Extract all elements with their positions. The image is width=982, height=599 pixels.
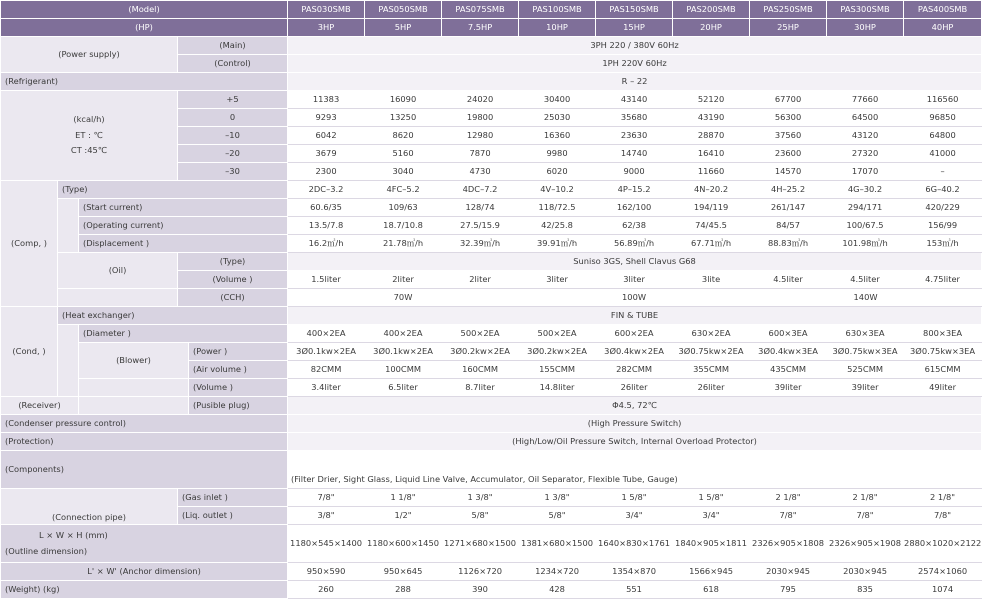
refrigerant-label: (Refrigerant)	[1, 73, 288, 91]
comp-spacer	[58, 199, 79, 253]
receiver-volume-cell: 26liter	[596, 379, 673, 397]
diameter-cell: 630×3EA	[827, 325, 904, 343]
capacity-cell: 9293	[288, 109, 365, 127]
capacity-cell: 25030	[519, 109, 596, 127]
capacity-cell: 3040	[365, 163, 442, 181]
hp-cell: 25HP	[750, 19, 827, 37]
weight-cell: 1074	[904, 581, 982, 599]
hp-cell: 7.5HP	[442, 19, 519, 37]
model-cell: PAS200SMB	[673, 1, 750, 19]
diameter-cell: 400×2EA	[288, 325, 365, 343]
diameter-label: (Diameter )	[79, 325, 288, 343]
outline-cell: 1640×830×1761	[596, 525, 673, 563]
comp-type-cell: 4DC–7.2	[442, 181, 519, 199]
liq-outlet-cell: 3/4"	[673, 507, 750, 525]
gas-inlet-cell: 1 3/8"	[442, 489, 519, 507]
comp-type-cell: 4P–15.2	[596, 181, 673, 199]
capacity-cell: 9000	[596, 163, 673, 181]
comp-type-label: (Type)	[58, 181, 288, 199]
start-current-label: (Start current)	[79, 199, 288, 217]
receiver-volume-cell: 39liter	[827, 379, 904, 397]
anchor-cell: 1566×945	[673, 563, 750, 581]
receiver-volume-cell: 14.8liter	[519, 379, 596, 397]
weight-cell: 835	[827, 581, 904, 599]
capacity-label	[1, 91, 178, 181]
capacity-cell: 28870	[673, 127, 750, 145]
weight-cell: 428	[519, 581, 596, 599]
blower-power-cell: 3Ø0.75kw×3EA	[904, 343, 982, 361]
comp-type-cell: 6G–40.2	[904, 181, 982, 199]
capacity-cell: 41000	[904, 145, 982, 163]
gas-inlet-cell: 1 1/8"	[365, 489, 442, 507]
hp-row	[1, 19, 982, 37]
capacity-cell: 43120	[827, 127, 904, 145]
displacement-cell: 67.71㎥/h	[673, 235, 750, 253]
operating-current-cell: 156/99	[904, 217, 982, 235]
capacity-cell: 43140	[596, 91, 673, 109]
liq-outlet-cell: 5/8"	[442, 507, 519, 525]
outline-cell: 1271×680×1500	[442, 525, 519, 563]
blower-power-cell: 3Ø0.75kw×2EA	[673, 343, 750, 361]
gas-inlet-cell: 1 5/8"	[596, 489, 673, 507]
model-row	[1, 1, 982, 19]
oil-volume-cell: 4.5liter	[750, 271, 827, 289]
oil-volume-cell: 3liter	[519, 271, 596, 289]
outline-lwh-label: L × W × H (mm)	[39, 529, 108, 540]
capacity-cell: 52120	[673, 91, 750, 109]
liq-outlet-cell: 7/8"	[827, 507, 904, 525]
model-cell: PAS150SMB	[596, 1, 673, 19]
receiver-volume-cell: 26liter	[673, 379, 750, 397]
gas-inlet-cell: 7/8"	[288, 489, 365, 507]
capacity-cell: 30400	[519, 91, 596, 109]
displacement-cell: 56.89㎥/h	[596, 235, 673, 253]
comp-type-cell: 2DC–3.2	[288, 181, 365, 199]
start-current-cell: 109/63	[365, 199, 442, 217]
cond-label: (Cond, )	[1, 307, 58, 397]
oil-volume-label: (Volume )	[178, 271, 288, 289]
hp-cell: 10HP	[519, 19, 596, 37]
start-current-cell: 294/171	[827, 199, 904, 217]
capacity-cell: 37560	[750, 127, 827, 145]
gas-inlet-cell: 1 5/8"	[673, 489, 750, 507]
blower-power-cell: 3Ø0.4kw×2EA	[596, 343, 673, 361]
liq-outlet-cell: 3/8"	[288, 507, 365, 525]
outline-cell: 2326×905×1908	[827, 525, 904, 563]
oil-volume-cell: 4.75liter	[904, 271, 982, 289]
oil-volume-cell: 1.5liter	[288, 271, 365, 289]
operating-current-cell: 84/57	[750, 217, 827, 235]
capacity-cell: 23600	[750, 145, 827, 163]
capacity-cell: –	[904, 163, 982, 181]
outline-cell: 1180×545×1400	[288, 525, 365, 563]
capacity-cell: 7870	[442, 145, 519, 163]
liq-outlet-label: (Liq. outlet )	[178, 507, 288, 525]
capacity-cell: 17070	[827, 163, 904, 181]
start-current-cell: 261/147	[750, 199, 827, 217]
anchor-cell: 950×590	[288, 563, 365, 581]
capacity-cell: 16090	[365, 91, 442, 109]
operating-current-cell: 100/67.5	[827, 217, 904, 235]
hp-cell: 20HP	[673, 19, 750, 37]
comp-label: (Comp, )	[1, 181, 58, 307]
capacity-cell: 116560	[904, 91, 982, 109]
capacity-cell: 4730	[442, 163, 519, 181]
operating-current-cell: 18.7/10.8	[365, 217, 442, 235]
operating-current-label: (Operating current)	[79, 217, 288, 235]
protection-label: (Protection)	[1, 433, 288, 451]
blower-power-cell: 3Ø0.4kw×3EA	[750, 343, 827, 361]
comp-type-cell: 4N–20.2	[673, 181, 750, 199]
air-volume-cell: 155CMM	[519, 361, 596, 379]
blower-label: (Blower)	[79, 343, 189, 379]
receiver-volume-cell: 6.5liter	[365, 379, 442, 397]
temp-label: +5	[178, 91, 288, 109]
capacity-cell: 35680	[596, 109, 673, 127]
liq-outlet-cell: 5/8"	[519, 507, 596, 525]
outline-cell: 1180×600×1450	[365, 525, 442, 563]
cch-cell: 100W	[519, 289, 750, 307]
gas-inlet-cell: 2 1/8"	[750, 489, 827, 507]
weight-cell: 551	[596, 581, 673, 599]
oil-label: (Oil)	[58, 253, 178, 289]
weight-cell: 618	[673, 581, 750, 599]
cond-spacer	[58, 325, 79, 397]
blower-power-cell: 3Ø0.2kw×2EA	[519, 343, 596, 361]
capacity-cell: 16360	[519, 127, 596, 145]
hp-label: (HP)	[1, 19, 288, 37]
heat-exchanger-value: FIN & TUBE	[288, 307, 982, 325]
model-cell: PAS100SMB	[519, 1, 596, 19]
anchor-cell: 2574×1060	[904, 563, 982, 581]
air-volume-cell: 435CMM	[750, 361, 827, 379]
gas-inlet-cell: 2 1/8"	[904, 489, 982, 507]
liq-outlet-cell: 1/2"	[365, 507, 442, 525]
receiver-label: (Receiver)	[1, 397, 79, 415]
air-volume-cell: 615CMM	[904, 361, 982, 379]
fusible-plug-value: Φ4.5, 72℃	[288, 397, 982, 415]
weight-cell: 795	[750, 581, 827, 599]
start-current-cell: 420/229	[904, 199, 982, 217]
capacity-cell: 11660	[673, 163, 750, 181]
model-cell: PAS050SMB	[365, 1, 442, 19]
capacity-cell: 24020	[442, 91, 519, 109]
anchor-cell: 2030×945	[750, 563, 827, 581]
start-current-cell: 194/119	[673, 199, 750, 217]
diameter-cell: 800×3EA	[904, 325, 982, 343]
connection-pipe-label: (Connection pipe)	[1, 489, 178, 525]
hp-cell: 5HP	[365, 19, 442, 37]
temp-label: –10	[178, 127, 288, 145]
capacity-cell: 67700	[750, 91, 827, 109]
receiver-volume-cell: 3.4liter	[288, 379, 365, 397]
diameter-cell: 400×2EA	[365, 325, 442, 343]
start-current-cell: 118/72.5	[519, 199, 596, 217]
anchor-cell: 1234×720	[519, 563, 596, 581]
capacity-cell: 64800	[904, 127, 982, 145]
anchor-cell: 2030×945	[827, 563, 904, 581]
start-current-cell: 162/100	[596, 199, 673, 217]
operating-current-cell: 74/45.5	[673, 217, 750, 235]
temp-label: –20	[178, 145, 288, 163]
outline-title-label: (Outline dimension)	[5, 545, 88, 556]
displacement-cell: 153㎥/h	[904, 235, 982, 253]
gas-inlet-label: (Gas inlet )	[178, 489, 288, 507]
oil-type-value: Suniso 3GS, Shell Clavus G68	[288, 253, 982, 271]
receiver-volume-cell: 39liter	[750, 379, 827, 397]
capacity-cell: 11383	[288, 91, 365, 109]
operating-current-cell: 42/25.8	[519, 217, 596, 235]
model-cell: PAS300SMB	[827, 1, 904, 19]
air-volume-cell: 160CMM	[442, 361, 519, 379]
outline-cell: 2326×905×1808	[750, 525, 827, 563]
oil-type-label: (Type)	[178, 253, 288, 271]
power-main-label: (Main)	[178, 37, 288, 55]
air-volume-cell: 100CMM	[365, 361, 442, 379]
capacity-cell: 13250	[365, 109, 442, 127]
refrigerant-value: R – 22	[288, 73, 982, 91]
capacity-cell: 5160	[365, 145, 442, 163]
outline-dimension-label	[1, 525, 288, 563]
cch-cell: 70W	[288, 289, 519, 307]
capacity-cell: 6042	[288, 127, 365, 145]
gas-inlet-cell: 1 3/8"	[519, 489, 596, 507]
outline-cell: 2880×1020×2122	[904, 525, 982, 563]
blower-power-cell: 3Ø0.1kw×2EA	[365, 343, 442, 361]
comp-type-cell: 4V–10.2	[519, 181, 596, 199]
receiver-spacer	[79, 397, 189, 415]
blower-power-label: (Power )	[189, 343, 288, 361]
capacity-cell: 27320	[827, 145, 904, 163]
capacity-et: ET : ℃	[75, 129, 103, 140]
capacity-cell: 96850	[904, 109, 982, 127]
capacity-cell: 19800	[442, 109, 519, 127]
air-volume-label: (Air volume )	[189, 361, 288, 379]
oil-volume-cell: 4.5liter	[827, 271, 904, 289]
hp-cell: 40HP	[904, 19, 982, 37]
diameter-cell: 600×2EA	[596, 325, 673, 343]
liq-outlet-cell: 7/8"	[750, 507, 827, 525]
anchor-cell: 1126×720	[442, 563, 519, 581]
components-value: (Filter Drier, Sight Glass, Liquid Line Valve, Accumulator, Oil Separator, Flexible Tube, Gauge)	[288, 451, 982, 489]
fusible-plug-label: (Pusible plug)	[189, 397, 288, 415]
air-volume-cell: 82CMM	[288, 361, 365, 379]
capacity-cell: 14740	[596, 145, 673, 163]
weight-cell: 390	[442, 581, 519, 599]
diameter-cell: 500×2EA	[519, 325, 596, 343]
cch-cell: 140W	[750, 289, 982, 307]
model-cell: PAS400SMB	[904, 1, 982, 19]
capacity-cell: 12980	[442, 127, 519, 145]
start-current-cell: 60.6/35	[288, 199, 365, 217]
temp-label: –30	[178, 163, 288, 181]
oil-volume-cell: 3liter	[596, 271, 673, 289]
power-control-label: (Control)	[178, 55, 288, 73]
gas-inlet-cell: 2 1/8"	[827, 489, 904, 507]
displacement-label: (Displacement )	[79, 235, 288, 253]
capacity-unit: (kcal/h)	[73, 113, 105, 124]
capacity-cell: 6020	[519, 163, 596, 181]
hp-cell: 3HP	[288, 19, 365, 37]
operating-current-cell: 13.5/7.8	[288, 217, 365, 235]
temp-label: 0	[178, 109, 288, 127]
oil-volume-cell: 2liter	[442, 271, 519, 289]
capacity-cell: 64500	[827, 109, 904, 127]
power-main-value: 3PH 220 / 380V 60Hz	[288, 37, 982, 55]
heat-exchanger-label: (Heat exchanger)	[58, 307, 288, 325]
capacity-cell: 14570	[750, 163, 827, 181]
cpc-label: (Condenser pressure control)	[1, 415, 288, 433]
components-label: (Components)	[1, 451, 288, 489]
capacity-cell: 2300	[288, 163, 365, 181]
operating-current-cell: 62/38	[596, 217, 673, 235]
capacity-cell: 3679	[288, 145, 365, 163]
displacement-cell: 32.39㎥/h	[442, 235, 519, 253]
displacement-cell: 21.78㎥/h	[365, 235, 442, 253]
comp-type-cell: 4FC–5.2	[365, 181, 442, 199]
diameter-cell: 500×2EA	[442, 325, 519, 343]
model-label: (Model)	[1, 1, 288, 19]
cch-spacer	[58, 289, 178, 307]
displacement-cell: 39.91㎥/h	[519, 235, 596, 253]
anchor-cell: 1354×870	[596, 563, 673, 581]
comp-type-cell: 4H–25.2	[750, 181, 827, 199]
power-control-value: 1PH 220V 60Hz	[288, 55, 982, 73]
capacity-cell: 23630	[596, 127, 673, 145]
displacement-cell: 16.2㎥/h	[288, 235, 365, 253]
outline-cell: 1381×680×1500	[519, 525, 596, 563]
liq-outlet-cell: 3/4"	[596, 507, 673, 525]
hp-cell: 15HP	[596, 19, 673, 37]
comp-type-cell: 4G–30.2	[827, 181, 904, 199]
capacity-ct: CT :45℃	[70, 145, 108, 156]
capacity-cell: 9980	[519, 145, 596, 163]
anchor-cell: 950×645	[365, 563, 442, 581]
hp-cell: 30HP	[827, 19, 904, 37]
oil-volume-cell: 3lite	[673, 271, 750, 289]
model-cell: PAS075SMB	[442, 1, 519, 19]
cpc-value: (High Pressure Switch)	[288, 415, 982, 433]
weight-cell: 260	[288, 581, 365, 599]
diameter-cell: 630×2EA	[673, 325, 750, 343]
displacement-cell: 101.98㎥/h	[827, 235, 904, 253]
receiver-volume-label: (Volume )	[189, 379, 288, 397]
oil-volume-cell: 2liter	[365, 271, 442, 289]
diameter-cell: 600×3EA	[750, 325, 827, 343]
outline-cell: 1840×905×1811	[673, 525, 750, 563]
receiver-volume-cell: 8.7liter	[442, 379, 519, 397]
receiver-volume-cell: 49liter	[904, 379, 982, 397]
protection-value: (High/Low/Oil Pressure Switch, Internal Overload Protector)	[288, 433, 982, 451]
air-volume-cell: 282CMM	[596, 361, 673, 379]
operating-current-cell: 27.5/15.9	[442, 217, 519, 235]
displacement-cell: 88.83㎥/h	[750, 235, 827, 253]
weight-label: (Weight) (kg)	[1, 581, 288, 599]
model-cell: PAS250SMB	[750, 1, 827, 19]
blower-power-cell: 3Ø0.2kw×2EA	[442, 343, 519, 361]
blower-power-cell: 3Ø0.1kw×2EA	[288, 343, 365, 361]
weight-cell: 288	[365, 581, 442, 599]
capacity-cell: 16410	[673, 145, 750, 163]
blower-power-cell: 3Ø0.75kw×3EA	[827, 343, 904, 361]
anchor-dimension-label: L' × W' (Anchor dimension)	[1, 563, 288, 581]
capacity-cell: 43190	[673, 109, 750, 127]
air-volume-cell: 355CMM	[673, 361, 750, 379]
start-current-cell: 128/74	[442, 199, 519, 217]
power-supply-label: (Power supply)	[1, 37, 178, 73]
cch-label: (CCH)	[178, 289, 288, 307]
capacity-cell: 56300	[750, 109, 827, 127]
capacity-cell: 77660	[827, 91, 904, 109]
model-cell: PAS030SMB	[288, 1, 365, 19]
air-volume-cell: 525CMM	[827, 361, 904, 379]
cond-spacer-2	[79, 379, 189, 397]
liq-outlet-cell: 7/8"	[904, 507, 982, 525]
capacity-cell: 8620	[365, 127, 442, 145]
